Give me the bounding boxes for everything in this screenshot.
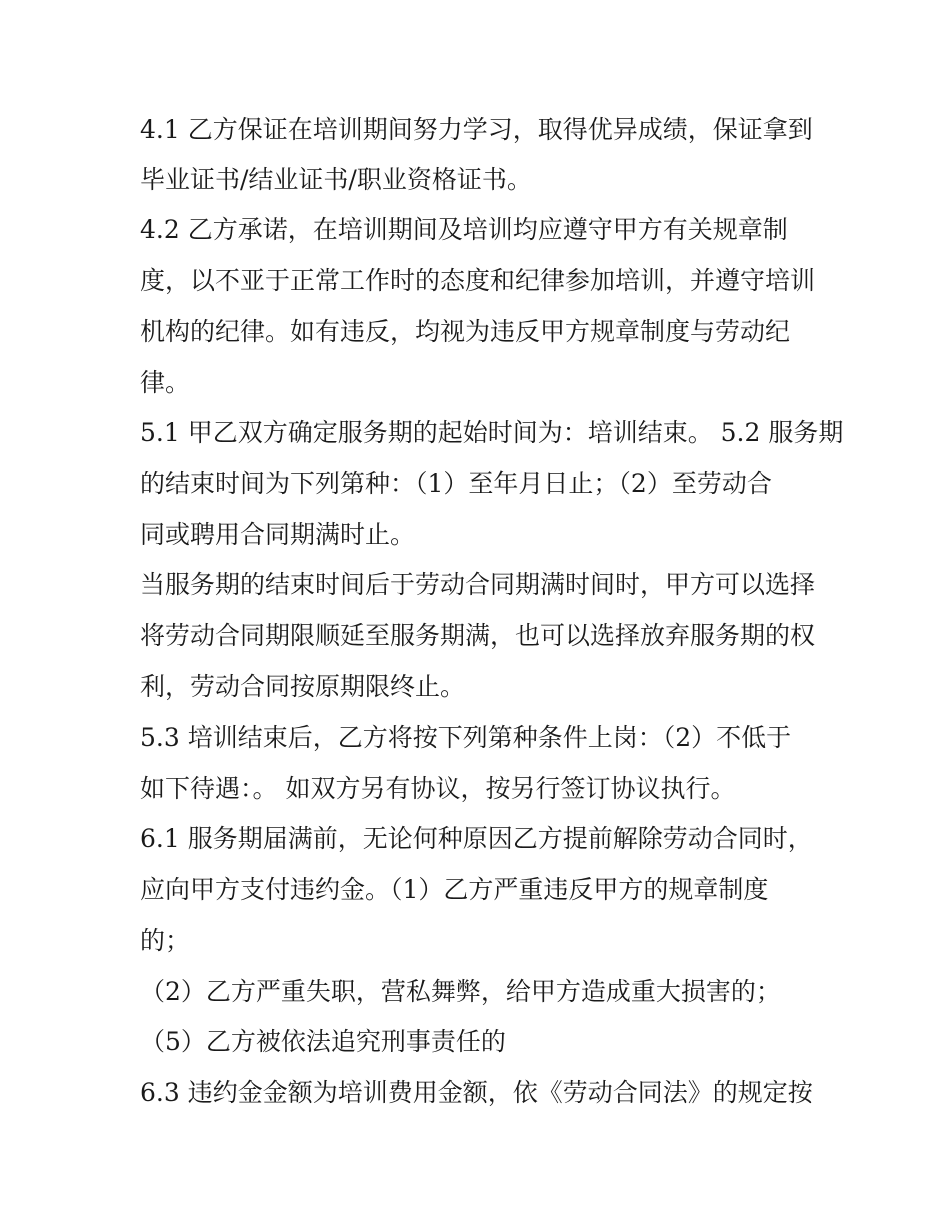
text-line: 毕业证书/结业证书/职业资格证书。 <box>140 165 532 194</box>
text-line: 4.1 乙方保证在培训期间努力学习，取得优异成绩，保证拿到 <box>140 115 813 144</box>
text-line: 机构的纪律。如有违反，均视为违反甲方规章制度与劳动纪 <box>140 317 791 346</box>
text-line: 将劳动合同期限顺延至服务期满，也可以选择放弃服务期的权 <box>140 621 816 650</box>
text-line: 5.1 甲乙双方确定服务期的起始时间为：培训结束。 5.2 服务期 <box>140 418 844 447</box>
text-line: 律。 <box>140 368 191 397</box>
text-line: 度，以不亚于正常工作时的态度和纪律参加培训，并遵守培训 <box>140 266 816 295</box>
text-line: 6.3 违约金金额为培训费用金额，依《劳动合同法》的规定按 <box>140 1078 813 1107</box>
text-line: 同或聘用合同期满时止。 <box>140 520 416 549</box>
text-line: 应向甲方支付违约金。（1）乙方严重违反甲方的规章制度 <box>140 875 769 904</box>
text-line: （5）乙方被依法追究刑事责任的 <box>140 1027 506 1056</box>
text-line: 利，劳动合同按原期限终止。 <box>140 672 466 701</box>
text-line: 如下待遇：。 如双方另有协议，按另行签订协议执行。 <box>140 774 736 803</box>
text-line: 当服务期的结束时间后于劳动合同期满时间时，甲方可以选择 <box>140 570 816 599</box>
text-line: 的结束时间为下列第种：（1）至年月日止；（2）至劳动合 <box>140 469 772 498</box>
text-line: （2）乙方严重失职，营私舞弊，给甲方造成重大损害的； <box>140 977 781 1006</box>
text-line: 4.2 乙方承诺，在培训期间及培训均应遵守甲方有关规章制 <box>140 215 788 244</box>
text-line: 6.1 服务期届满前，无论何种原因乙方提前解除劳动合同时， <box>140 824 813 853</box>
text-line: 5.3 培训结束后，乙方将按下列第种条件上岗：（2）不低于 <box>140 723 792 752</box>
text-line: 的； <box>140 926 191 955</box>
